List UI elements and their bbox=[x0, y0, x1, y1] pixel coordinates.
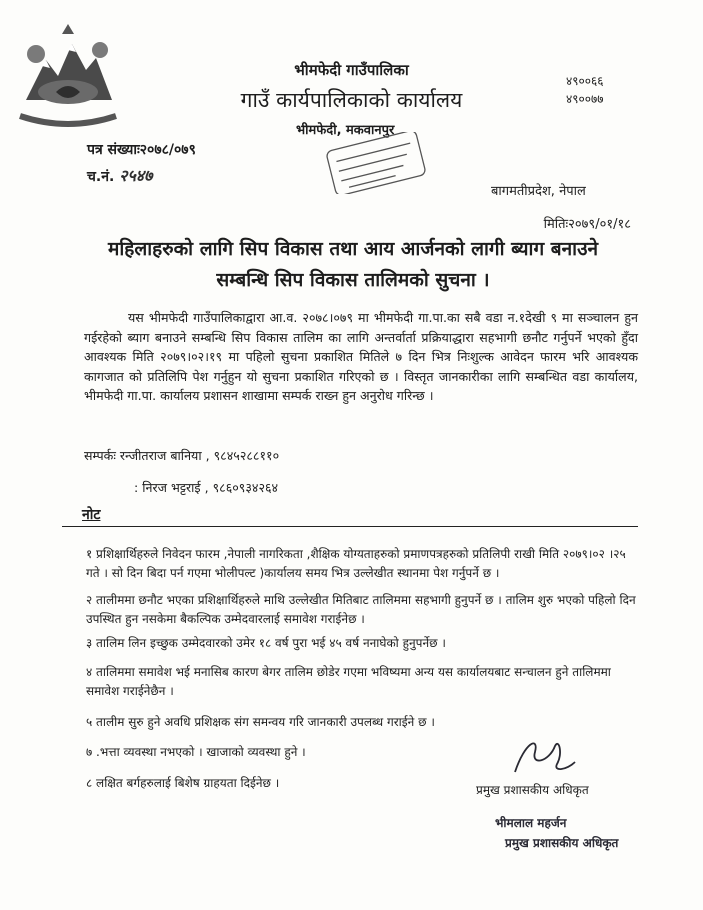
note-item: २ तालीममा छनौट भएका प्रशिक्षार्थिहरुले माथि उल्लेखीत मितिबाट तालिममा सहभागी हुनुपर्ने छ । तालिम शुरु भएको पहिलो दिन उपस्थित हुन नसकेमा बैकल्पिक उम्मेदवारलाई समावेश गराईनेछ । bbox=[86, 593, 636, 626]
divider bbox=[62, 526, 638, 527]
note-item: ४ तालिममा समावेश भई मनासिब कारण बेगर तालिम छोडेर गएमा भविष्यमा अन्य यस कार्यालयबाट सन्चालन हुने तालिममा समावेश गराईनेछैन । bbox=[86, 665, 611, 698]
dispatch-number bbox=[87, 164, 152, 186]
date: मितिः२०७९/०१/१८ bbox=[543, 217, 631, 232]
contact-person: सम्पर्कः रन्जीतराज बानिया , ९८४५२८८११० bbox=[84, 448, 280, 463]
office-address: भीमफेदी, मकवानपुर bbox=[296, 123, 395, 138]
letter-number: पत्र संख्याः२०७८/०७९ bbox=[87, 142, 196, 158]
officer-title: प्रमुख प्रशासकीय अधिकृत bbox=[476, 783, 589, 797]
notice-body: यस भीमफेदी गाउँपालिकाद्वारा आ.व. २०७८।०७९ मा भीमफेदी गा.पा.का सबै वडा न.१देखी ९ मा सञ्चालन हुन गईरहेको ब्याग बनाउने सम्बन्धि सिप विकास तालिम का लागि अन्तर्वार्ता प्रक्रियाद्धारा सहभागी छनौट गर्नुपर्ने भएको हुँदा आवश्यक मिति २०७९।०२।१९ मा पहिलो सुचना प्रकाशित मितिले ७ दिन भित्र निःशुल्क आवेदन फारम भरि आवश्यक कागजात को प्रतिलिपि पेश गर्नुहुन यो सुचना प्रकाशित गरिएको छ । विस्तृत जानकारीका लागि सम्बन्धित वडा कार्यालय, भीमफेदी गा.पा. कार्यालय प्रशासन शाखामा सम्पर्क राख्न हुन अनुरोध गरिन्छ । bbox=[84, 310, 639, 403]
notice-title-line: सम्बन्धि सिप विकास तालिमको सुचना । bbox=[216, 269, 490, 291]
notice-title bbox=[70, 234, 636, 296]
note-item: १ प्रशिक्षार्थिहरुले निवेदन फारम ,नेपाली नागरिकता ,शैक्षिक योग्यताहरुको प्रमाणपत्रहरुको प्रतिलिपी राखी मिति २०७९।०२ ।२५ गते । सो दिन बिदा पर्न गएमा भोलीपल्ट )कार्यालय समय भित्र उल्लेखीत स्थानमा पेश गर्नुपर्ने छ । bbox=[86, 547, 626, 580]
note-item: ७ .भत्ता व्यवस्था नभएको । खाजाको व्यवस्था हुने । bbox=[86, 745, 306, 759]
contact-person: : निरज भट्टराई , ९८६०९३४२६४ bbox=[134, 480, 279, 495]
phone-number: ४९००७७ bbox=[566, 92, 604, 106]
phone-number: ४९००६६ bbox=[566, 74, 604, 88]
dispatch-value: २५४७ bbox=[119, 166, 153, 185]
municipality-name: भीमफेदी गाउँपालिका bbox=[294, 61, 409, 79]
notice-title-line: महिलाहरुको लागि सिप विकास तथा आय आर्जनको लागी ब्याग बनाउने bbox=[107, 238, 599, 260]
office-name: गाउँ कार्यपालिकाको कार्यालय bbox=[240, 88, 463, 112]
province: बागमतीप्रदेश, नेपाल bbox=[491, 184, 586, 199]
officer-name: भीमलाल महर्जन bbox=[495, 816, 567, 830]
note-item: ८ लक्षित बर्गहरुलाई बिशेष ग्राहयता दिईनेछ । bbox=[86, 776, 280, 790]
note-item: ५ तालीम सुरु हुने अवधि प्रशिक्षक संग समन्वय गरि जानकारी उपलब्ध गराईने छ । bbox=[86, 715, 435, 729]
signature-icon bbox=[505, 732, 585, 780]
dispatch-label: च.नं. bbox=[87, 169, 115, 185]
notes-heading: नोट bbox=[82, 507, 101, 523]
officer-title: प्रमुख प्रशासकीय अधिकृत bbox=[505, 836, 619, 850]
office-stamp-icon bbox=[322, 132, 430, 194]
note-item: ३ तालिम लिन इच्छुक उम्मेदवारको उमेर १८ वर्ष पुरा भई ४५ वर्ष ननाघेको हुनुपर्नेछ । bbox=[86, 636, 446, 650]
